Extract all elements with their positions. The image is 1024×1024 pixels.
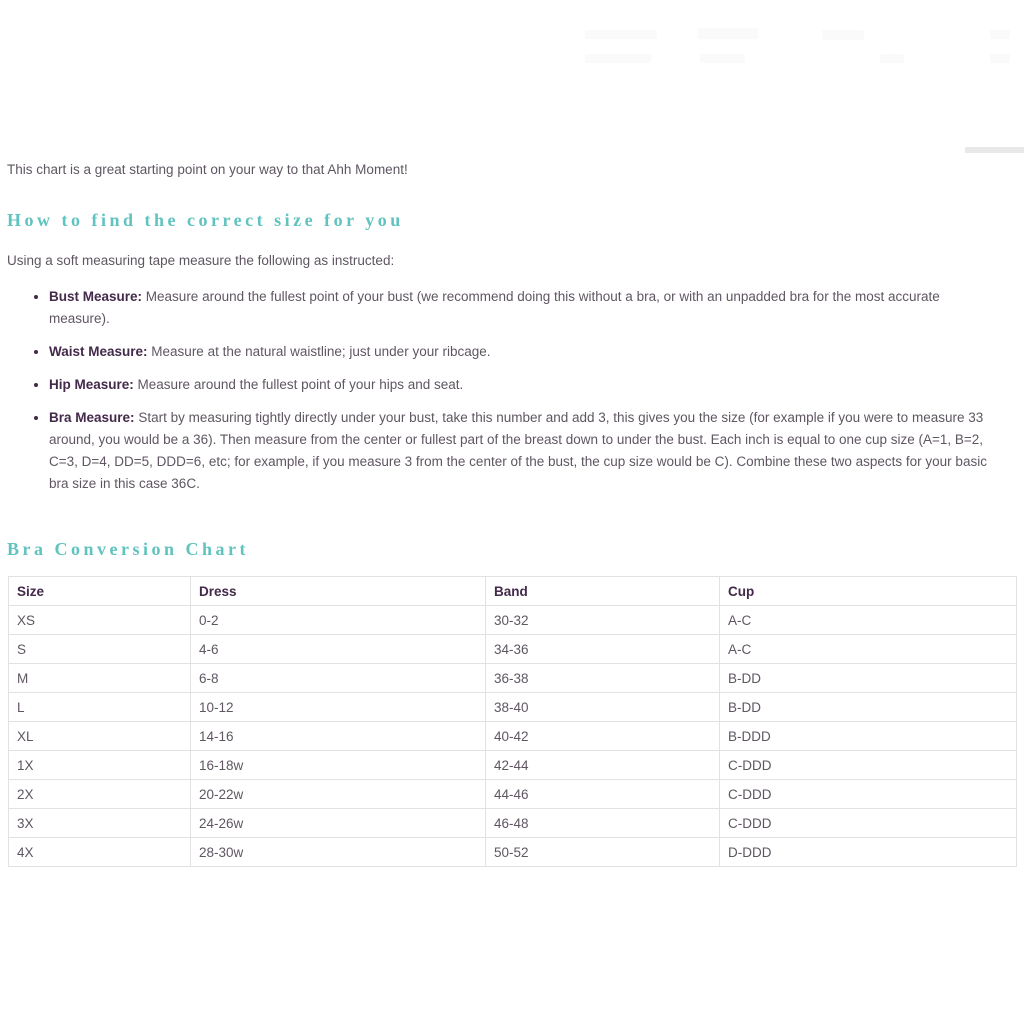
table-header-row [9, 577, 1017, 606]
how-to-heading: How to find the correct size for you [7, 210, 404, 230]
measure-list [30, 286, 997, 495]
cell-band: 30-32 [486, 606, 720, 635]
cell-size: M [9, 664, 191, 693]
cell-size: 4X [9, 838, 191, 867]
list-item-hip-measure [30, 374, 997, 396]
table-row [9, 635, 1017, 664]
page-content [7, 0, 997, 867]
cell-band: 42-44 [486, 751, 720, 780]
cell-size: 1X [9, 751, 191, 780]
cell-size: S [9, 635, 191, 664]
cell-cup: A-C [720, 606, 1017, 635]
list-item-waist-measure [30, 341, 997, 363]
intro-text: This chart is a great starting point on your way to that Ahh Moment! [7, 162, 408, 177]
cell-dress: 20-22w [191, 780, 486, 809]
cell-cup: C-DDD [720, 809, 1017, 838]
cell-cup: B-DD [720, 693, 1017, 722]
bullet-text: Measure around the fullest point of your hips and seat. [137, 377, 464, 392]
table-row [9, 751, 1017, 780]
bullet-text: Measure at the natural waistline; just under your ribcage. [151, 344, 491, 359]
table-row [9, 838, 1017, 867]
instruction-text: Using a soft measuring tape measure the following as instructed: [7, 253, 395, 268]
list-item-bust-measure [30, 286, 997, 330]
cell-size: XS [9, 606, 191, 635]
cell-dress: 6-8 [191, 664, 486, 693]
cell-cup: C-DDD [720, 780, 1017, 809]
cell-dress: 16-18w [191, 751, 486, 780]
cell-cup: A-C [720, 635, 1017, 664]
cell-band: 38-40 [486, 693, 720, 722]
cell-dress: 14-16 [191, 722, 486, 751]
table-row [9, 809, 1017, 838]
bullet-label: Bra Measure: [49, 410, 135, 425]
cell-band: 36-38 [486, 664, 720, 693]
column-header-band: Band [486, 577, 720, 606]
cell-dress: 10-12 [191, 693, 486, 722]
bullet-text: Start by measuring tightly directly under your bust, take this number and add 3, this gives you the size (for example if you were to measure 33 around, you would be a 36). Then measure from the center or fullest part of the breast down to under the bust. Each inch is equal to one cup size (A=1, B=2, C=3, D=4, DD=5, DDD=6, etc; for example, if you measure 3 from the center of the bust, the cup size would be C). Combine these two aspects for your basic bra size in this case 36C. [49, 410, 987, 491]
column-header-size: Size [9, 577, 191, 606]
table-row [9, 693, 1017, 722]
cell-cup: B-DDD [720, 722, 1017, 751]
table-row [9, 664, 1017, 693]
cell-size: 3X [9, 809, 191, 838]
bullet-text: Measure around the fullest point of your bust (we recommend doing this without a bra, or with an unpadded bra for the most accurate measure). [49, 289, 940, 326]
cell-size: L [9, 693, 191, 722]
column-header-cup: Cup [720, 577, 1017, 606]
cell-dress: 28-30w [191, 838, 486, 867]
cell-band: 46-48 [486, 809, 720, 838]
cell-band: 44-46 [486, 780, 720, 809]
cell-dress: 24-26w [191, 809, 486, 838]
cell-dress: 0-2 [191, 606, 486, 635]
bullet-label: Bust Measure: [49, 289, 143, 304]
table-row [9, 722, 1017, 751]
cell-cup: D-DDD [720, 838, 1017, 867]
cell-cup: C-DDD [720, 751, 1017, 780]
table-row [9, 780, 1017, 809]
cell-size: XL [9, 722, 191, 751]
cell-band: 34-36 [486, 635, 720, 664]
cell-band: 40-42 [486, 722, 720, 751]
cell-size: 2X [9, 780, 191, 809]
conversion-chart-heading: Bra Conversion Chart [7, 539, 249, 559]
table-row [9, 606, 1017, 635]
bullet-label: Waist Measure: [49, 344, 148, 359]
bra-conversion-table [8, 576, 1017, 867]
column-header-dress: Dress [191, 577, 486, 606]
cell-band: 50-52 [486, 838, 720, 867]
cell-cup: B-DD [720, 664, 1017, 693]
bullet-label: Hip Measure: [49, 377, 134, 392]
list-item-bra-measure [30, 407, 997, 495]
cell-dress: 4-6 [191, 635, 486, 664]
